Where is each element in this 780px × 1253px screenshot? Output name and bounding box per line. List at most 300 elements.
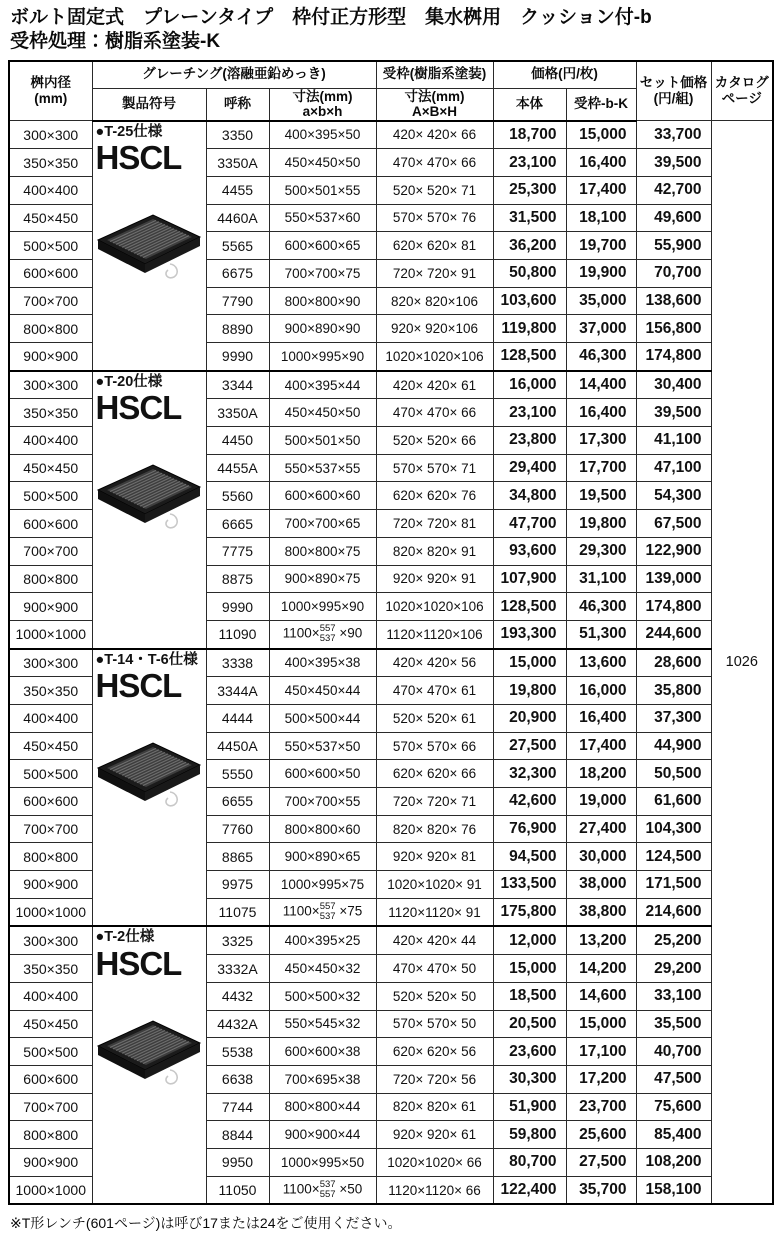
grating-dim-cell: 400×395×50: [269, 121, 376, 149]
set-price-cell: 122,900: [636, 537, 711, 565]
frame-price-cell: 17,400: [566, 176, 636, 204]
grating-dim-cell: 600×600×65: [269, 232, 376, 260]
grating-dim-cell: 800×800×44: [269, 1093, 376, 1121]
body-price-cell: 76,900: [493, 815, 566, 843]
frame-price-cell: 18,200: [566, 760, 636, 788]
grating-dim-cell: 500×500×32: [269, 982, 376, 1010]
body-price-cell: 94,500: [493, 843, 566, 871]
product-name-cell: 5560: [206, 482, 269, 510]
grating-dim-cell: 700×700×55: [269, 788, 376, 816]
masu-size-cell: 500×500: [9, 232, 92, 260]
product-name-cell: 3350: [206, 121, 269, 149]
frame-price-cell: 13,600: [566, 649, 636, 677]
body-price-cell: 50,800: [493, 259, 566, 287]
grating-dim-cell: 1100× 557 537 ×90: [269, 620, 376, 648]
header-dimf-line2: A×B×H: [412, 104, 458, 120]
product-name-cell: 9990: [206, 593, 269, 621]
set-price-cell: 174,800: [636, 593, 711, 621]
header-masu: [9, 61, 92, 121]
masu-size-cell: 800×800: [9, 1121, 92, 1149]
masu-size-cell: 900×900: [9, 593, 92, 621]
grating-dim-cell: 550×537×55: [269, 454, 376, 482]
body-price-cell: 51,900: [493, 1093, 566, 1121]
set-price-cell: 49,600: [636, 204, 711, 232]
grating-product-image: [96, 438, 202, 530]
grating-dim-cell: 800×800×75: [269, 537, 376, 565]
set-price-cell: 75,600: [636, 1093, 711, 1121]
page-title-line1: ボルト固定式 プレーンタイプ 枠付正方形型 集水桝用 クッション付-b: [10, 7, 652, 28]
product-name-cell: 3332A: [206, 955, 269, 983]
frame-dim-cell: 920× 920×106: [376, 315, 493, 343]
masu-size-cell: 300×300: [9, 371, 92, 399]
frame-price-cell: 15,000: [566, 1010, 636, 1038]
frame-price-cell: 35,000: [566, 287, 636, 315]
frame-price-cell: 18,100: [566, 204, 636, 232]
frame-price-cell: 16,400: [566, 704, 636, 732]
frame-dim-cell: 720× 720× 91: [376, 259, 493, 287]
product-name-cell: 3350A: [206, 149, 269, 177]
frame-dim-cell: 520× 520× 50: [376, 982, 493, 1010]
masu-size-cell: 350×350: [9, 677, 92, 705]
grating-dim-cell: 500×501×50: [269, 427, 376, 455]
masu-size-cell: 400×400: [9, 176, 92, 204]
header-set-line2: (円/組): [653, 90, 694, 106]
table-header: [9, 61, 773, 121]
set-price-cell: 138,600: [636, 287, 711, 315]
spec-label: ●T-25仕様: [95, 123, 163, 140]
frame-price-cell: 27,500: [566, 1148, 636, 1176]
dim-fraction: 557 537: [319, 623, 336, 645]
set-price-cell: 171,500: [636, 871, 711, 899]
header-frame-group: 受枠(樹脂系塗装): [376, 61, 493, 89]
set-price-cell: 61,600: [636, 788, 711, 816]
product-name-cell: 7760: [206, 815, 269, 843]
frame-price-cell: 17,700: [566, 454, 636, 482]
masu-size-cell: 350×350: [9, 149, 92, 177]
grating-dim-cell: 700×695×38: [269, 1065, 376, 1093]
masu-size-cell: 1000×1000: [9, 1176, 92, 1204]
masu-size-cell: 300×300: [9, 649, 92, 677]
product-name-cell: 8875: [206, 565, 269, 593]
body-price-cell: 42,600: [493, 788, 566, 816]
frame-dim-cell: 1120×1120×106: [376, 620, 493, 648]
product-name-cell: 6665: [206, 510, 269, 538]
body-price-cell: 27,500: [493, 732, 566, 760]
grating-dim-cell: 700×700×75: [269, 259, 376, 287]
frame-dim-cell: 1120×1120× 66: [376, 1176, 493, 1204]
header-price-group: 価格(円/枚): [493, 61, 636, 89]
masu-size-cell: 600×600: [9, 788, 92, 816]
set-price-cell: 37,300: [636, 704, 711, 732]
frame-price-cell: 35,700: [566, 1176, 636, 1204]
brand-code: HSCL: [95, 666, 182, 704]
frame-price-cell: 51,300: [566, 620, 636, 648]
grating-dim-cell: 600×600×60: [269, 482, 376, 510]
body-price-cell: 175,800: [493, 898, 566, 926]
set-price-cell: 244,600: [636, 620, 711, 648]
frame-dim-cell: 820× 820× 61: [376, 1093, 493, 1121]
product-name-cell: 3350A: [206, 399, 269, 427]
frame-dim-cell: 570× 570× 71: [376, 454, 493, 482]
header-masu-line1: 桝内径: [30, 75, 71, 91]
frame-price-cell: 19,500: [566, 482, 636, 510]
footnote: ※T形レンチ(601ページ)は呼び17または24をご使用ください。: [10, 1215, 402, 1232]
table-row: [9, 649, 773, 677]
frame-price-cell: 27,400: [566, 815, 636, 843]
price-table: [8, 60, 774, 1206]
header-name: 呼称: [206, 88, 269, 121]
body-price-cell: 16,000: [493, 371, 566, 399]
grating-dim-cell: 1000×995×90: [269, 343, 376, 371]
product-name-cell: 11075: [206, 898, 269, 926]
set-price-cell: 35,500: [636, 1010, 711, 1038]
set-price-cell: 30,400: [636, 371, 711, 399]
product-name-cell: 4450: [206, 427, 269, 455]
body-price-cell: 15,000: [493, 649, 566, 677]
frame-dim-cell: 720× 720× 81: [376, 510, 493, 538]
masu-size-cell: 500×500: [9, 760, 92, 788]
grating-dim-cell: 1000×995×90: [269, 593, 376, 621]
grating-dim-cell: 900×900×44: [269, 1121, 376, 1149]
body-price-cell: 20,900: [493, 704, 566, 732]
masu-size-cell: 700×700: [9, 815, 92, 843]
header-dimf-line1: 寸法(mm): [404, 88, 465, 104]
set-price-cell: 28,600: [636, 649, 711, 677]
body-price-cell: 103,600: [493, 287, 566, 315]
table-row: [9, 926, 773, 954]
set-price-cell: 54,300: [636, 482, 711, 510]
brand-code: HSCL: [95, 389, 182, 427]
body-price-cell: 193,300: [493, 620, 566, 648]
set-price-cell: 70,700: [636, 259, 711, 287]
body-price-cell: 12,000: [493, 926, 566, 954]
header-catalog-line1: カタログ: [714, 75, 769, 91]
set-price-cell: 33,700: [636, 121, 711, 149]
masu-size-cell: 900×900: [9, 343, 92, 371]
grating-dim-cell: 700×700×65: [269, 510, 376, 538]
frame-price-cell: 14,400: [566, 371, 636, 399]
product-name-cell: 4444: [206, 704, 269, 732]
frame-dim-cell: 570× 570× 76: [376, 204, 493, 232]
frame-dim-cell: 620× 620× 81: [376, 232, 493, 260]
body-price-cell: 18,500: [493, 982, 566, 1010]
header-body-price: 本体: [493, 88, 566, 121]
grating-dim-cell: 1000×995×75: [269, 871, 376, 899]
frame-dim-cell: 1120×1120× 91: [376, 898, 493, 926]
body-price-cell: 19,800: [493, 677, 566, 705]
product-name-cell: 4460A: [206, 204, 269, 232]
set-price-cell: 55,900: [636, 232, 711, 260]
product-name-cell: 5550: [206, 760, 269, 788]
set-price-cell: 50,500: [636, 760, 711, 788]
product-name-cell: 9990: [206, 343, 269, 371]
grating-dim-cell: 450×450×50: [269, 149, 376, 177]
product-name-cell: 5538: [206, 1038, 269, 1066]
frame-price-cell: 16,400: [566, 399, 636, 427]
set-price-cell: 104,300: [636, 815, 711, 843]
frame-dim-cell: 470× 470× 50: [376, 955, 493, 983]
body-price-cell: 107,900: [493, 565, 566, 593]
product-name-cell: 6638: [206, 1065, 269, 1093]
spec-label: ●T-2仕様: [95, 929, 155, 946]
body-price-cell: 47,700: [493, 510, 566, 538]
frame-dim-cell: 820× 820×106: [376, 287, 493, 315]
product-name-cell: 4432A: [206, 1010, 269, 1038]
masu-size-cell: 350×350: [9, 399, 92, 427]
header-set-price: [636, 61, 711, 121]
frame-dim-cell: 1020×1020×106: [376, 593, 493, 621]
grating-dim-cell: 400×395×38: [269, 649, 376, 677]
frame-price-cell: 15,000: [566, 121, 636, 149]
frame-price-cell: 13,200: [566, 926, 636, 954]
frame-dim-cell: 1020×1020× 66: [376, 1148, 493, 1176]
frame-price-cell: 38,000: [566, 871, 636, 899]
masu-size-cell: 300×300: [9, 926, 92, 954]
frame-dim-cell: 920× 920× 61: [376, 1121, 493, 1149]
frame-price-cell: 16,400: [566, 149, 636, 177]
masu-size-cell: 400×400: [9, 982, 92, 1010]
grating-product-image: [96, 994, 202, 1086]
masu-size-cell: 1000×1000: [9, 898, 92, 926]
grating-dim-cell: 1100× 537 557 ×50: [269, 1176, 376, 1204]
body-price-cell: 128,500: [493, 343, 566, 371]
set-price-cell: 67,500: [636, 510, 711, 538]
masu-size-cell: 700×700: [9, 537, 92, 565]
set-price-cell: 41,100: [636, 427, 711, 455]
header-dim-frame: [376, 88, 493, 121]
table-body: [9, 121, 773, 1205]
frame-dim-cell: 620× 620× 76: [376, 482, 493, 510]
header-frame-price: 受枠-b-K: [566, 88, 636, 121]
body-price-cell: 25,300: [493, 176, 566, 204]
grating-dim-cell: 500×500×44: [269, 704, 376, 732]
grating-dim-cell: 1100× 557 537 ×75: [269, 898, 376, 926]
masu-size-cell: 450×450: [9, 1010, 92, 1038]
masu-size-cell: 1000×1000: [9, 620, 92, 648]
frame-price-cell: 19,900: [566, 259, 636, 287]
product-name-cell: 11050: [206, 1176, 269, 1204]
frame-dim-cell: 420× 420× 56: [376, 649, 493, 677]
product-name-cell: 8865: [206, 843, 269, 871]
body-price-cell: 119,800: [493, 315, 566, 343]
grating-product-image: [96, 188, 202, 280]
header-dimg-line2: a×b×h: [302, 104, 343, 120]
set-price-cell: 47,500: [636, 1065, 711, 1093]
masu-size-cell: 350×350: [9, 955, 92, 983]
product-spec-cell: [92, 926, 206, 1204]
frame-dim-cell: 1020×1020×106: [376, 343, 493, 371]
body-price-cell: 36,200: [493, 232, 566, 260]
product-spec-cell: [92, 649, 206, 927]
frame-price-cell: 17,400: [566, 732, 636, 760]
frame-dim-cell: 470× 470× 66: [376, 399, 493, 427]
masu-size-cell: 300×300: [9, 121, 92, 149]
frame-dim-cell: 620× 620× 66: [376, 760, 493, 788]
frame-price-cell: 17,200: [566, 1065, 636, 1093]
body-price-cell: 23,100: [493, 399, 566, 427]
set-price-cell: 47,100: [636, 454, 711, 482]
set-price-cell: 156,800: [636, 315, 711, 343]
frame-dim-cell: 920× 920× 91: [376, 565, 493, 593]
product-name-cell: 8890: [206, 315, 269, 343]
catalog-page-cell: [711, 121, 773, 1205]
product-name-cell: 7744: [206, 1093, 269, 1121]
product-name-cell: 3338: [206, 649, 269, 677]
frame-price-cell: 46,300: [566, 593, 636, 621]
body-price-cell: 23,100: [493, 149, 566, 177]
product-name-cell: 5565: [206, 232, 269, 260]
product-spec-cell: [92, 371, 206, 649]
header-dimg-line1: 寸法(mm): [292, 88, 353, 104]
catalog-page-value: 1026: [725, 654, 758, 671]
masu-size-cell: 600×600: [9, 1065, 92, 1093]
masu-size-cell: 500×500: [9, 1038, 92, 1066]
product-name-cell: 7775: [206, 537, 269, 565]
masu-size-cell: 800×800: [9, 565, 92, 593]
frame-price-cell: 14,600: [566, 982, 636, 1010]
product-name-cell: 6675: [206, 259, 269, 287]
masu-size-cell: 800×800: [9, 315, 92, 343]
body-price-cell: 32,300: [493, 760, 566, 788]
frame-price-cell: 30,000: [566, 843, 636, 871]
product-name-cell: 7790: [206, 287, 269, 315]
frame-dim-cell: 620× 620× 56: [376, 1038, 493, 1066]
set-price-cell: 174,800: [636, 343, 711, 371]
grating-dim-cell: 450×450×50: [269, 399, 376, 427]
masu-size-cell: 450×450: [9, 732, 92, 760]
set-price-cell: 39,500: [636, 399, 711, 427]
header-set-line1: セット価格: [639, 75, 708, 91]
product-name-cell: 4455: [206, 176, 269, 204]
grating-dim-cell: 900×890×65: [269, 843, 376, 871]
grating-dim-cell: 450×450×44: [269, 677, 376, 705]
frame-price-cell: 23,700: [566, 1093, 636, 1121]
masu-size-cell: 700×700: [9, 287, 92, 315]
masu-size-cell: 900×900: [9, 1148, 92, 1176]
masu-size-cell: 400×400: [9, 704, 92, 732]
frame-dim-cell: 470× 470× 61: [376, 677, 493, 705]
masu-size-cell: 600×600: [9, 510, 92, 538]
masu-size-cell: 450×450: [9, 454, 92, 482]
header-dim-grating: [269, 88, 376, 121]
frame-dim-cell: 420× 420× 66: [376, 121, 493, 149]
frame-dim-cell: 420× 420× 61: [376, 371, 493, 399]
frame-price-cell: 19,000: [566, 788, 636, 816]
product-name-cell: 4455A: [206, 454, 269, 482]
dim-fraction: 557 537: [319, 901, 336, 923]
frame-dim-cell: 570× 570× 50: [376, 1010, 493, 1038]
masu-size-cell: 450×450: [9, 204, 92, 232]
body-price-cell: 133,500: [493, 871, 566, 899]
masu-size-cell: 600×600: [9, 259, 92, 287]
frame-dim-cell: 1020×1020× 91: [376, 871, 493, 899]
body-price-cell: 128,500: [493, 593, 566, 621]
frame-price-cell: 38,800: [566, 898, 636, 926]
frame-dim-cell: 820× 820× 91: [376, 537, 493, 565]
body-price-cell: 122,400: [493, 1176, 566, 1204]
frame-dim-cell: 570× 570× 66: [376, 732, 493, 760]
grating-dim-cell: 600×600×38: [269, 1038, 376, 1066]
set-price-cell: 108,200: [636, 1148, 711, 1176]
body-price-cell: 18,700: [493, 121, 566, 149]
set-price-cell: 214,600: [636, 898, 711, 926]
frame-dim-cell: 720× 720× 71: [376, 788, 493, 816]
frame-price-cell: 19,700: [566, 232, 636, 260]
grating-dim-cell: 400×395×25: [269, 926, 376, 954]
grating-product-image: [96, 716, 202, 808]
spec-label: ●T-14・T-6仕様: [95, 651, 198, 668]
header-catalog: [711, 61, 773, 121]
table-row: [9, 121, 773, 149]
set-price-cell: 39,500: [636, 149, 711, 177]
set-price-cell: 85,400: [636, 1121, 711, 1149]
body-price-cell: 34,800: [493, 482, 566, 510]
header-catalog-line2: ページ: [721, 90, 762, 106]
grating-dim-cell: 800×800×90: [269, 287, 376, 315]
frame-price-cell: 19,800: [566, 510, 636, 538]
dim-fraction: 537 557: [319, 1179, 336, 1200]
set-price-cell: 124,500: [636, 843, 711, 871]
grating-dim-cell: 800×800×60: [269, 815, 376, 843]
frame-dim-cell: 520× 520× 61: [376, 704, 493, 732]
body-price-cell: 30,300: [493, 1065, 566, 1093]
product-name-cell: 3344: [206, 371, 269, 399]
header-grating-group: グレーチング(溶融亜鉛めっき): [92, 61, 376, 89]
masu-size-cell: 900×900: [9, 871, 92, 899]
product-name-cell: 8844: [206, 1121, 269, 1149]
set-price-cell: 139,000: [636, 565, 711, 593]
product-name-cell: 11090: [206, 620, 269, 648]
product-spec-cell: [92, 121, 206, 371]
grating-dim-cell: 900×890×90: [269, 315, 376, 343]
frame-price-cell: 17,100: [566, 1038, 636, 1066]
body-price-cell: 15,000: [493, 955, 566, 983]
set-price-cell: 29,200: [636, 955, 711, 983]
masu-size-cell: 700×700: [9, 1093, 92, 1121]
brand-code: HSCL: [95, 944, 182, 982]
grating-dim-cell: 600×600×50: [269, 760, 376, 788]
brand-code: HSCL: [95, 138, 182, 176]
frame-price-cell: 46,300: [566, 343, 636, 371]
set-price-cell: 42,700: [636, 176, 711, 204]
frame-dim-cell: 520× 520× 66: [376, 427, 493, 455]
frame-price-cell: 29,300: [566, 537, 636, 565]
grating-dim-cell: 900×890×75: [269, 565, 376, 593]
grating-dim-cell: 500×501×55: [269, 176, 376, 204]
body-price-cell: 23,600: [493, 1038, 566, 1066]
grating-dim-cell: 1000×995×50: [269, 1148, 376, 1176]
frame-dim-cell: 920× 920× 81: [376, 843, 493, 871]
frame-dim-cell: 470× 470× 66: [376, 149, 493, 177]
body-price-cell: 31,500: [493, 204, 566, 232]
grating-dim-cell: 450×450×32: [269, 955, 376, 983]
product-name-cell: 9975: [206, 871, 269, 899]
frame-dim-cell: 720× 720× 56: [376, 1065, 493, 1093]
masu-size-cell: 400×400: [9, 427, 92, 455]
set-price-cell: 44,900: [636, 732, 711, 760]
frame-price-cell: 31,100: [566, 565, 636, 593]
frame-price-cell: 17,300: [566, 427, 636, 455]
set-price-cell: 25,200: [636, 926, 711, 954]
frame-price-cell: 16,000: [566, 677, 636, 705]
table-row: [9, 371, 773, 399]
header-product-code: 製品符号: [92, 88, 206, 121]
grating-dim-cell: 550×537×50: [269, 732, 376, 760]
body-price-cell: 93,600: [493, 537, 566, 565]
body-price-cell: 20,500: [493, 1010, 566, 1038]
grating-dim-cell: 550×537×60: [269, 204, 376, 232]
frame-dim-cell: 420× 420× 44: [376, 926, 493, 954]
